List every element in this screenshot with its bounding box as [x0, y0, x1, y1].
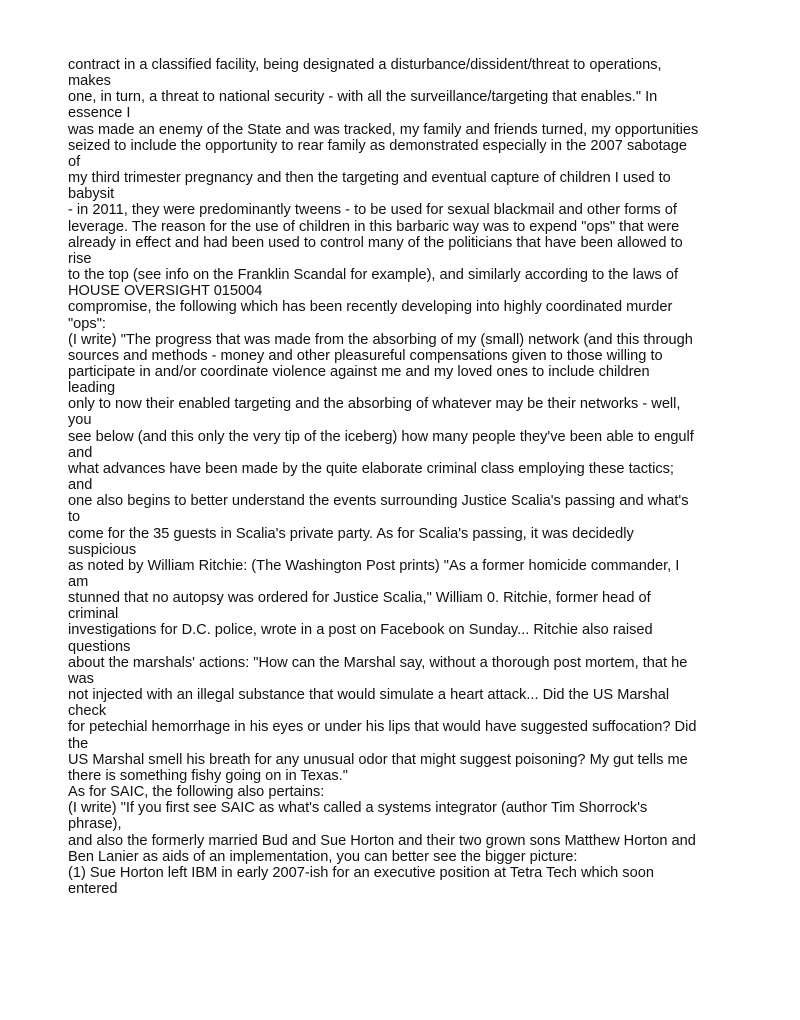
- text-line: and: [68, 477, 93, 494]
- text-line: - in 2011, they were predominantly tweens - to be used for sexual blackmail and other forms of: [68, 202, 677, 219]
- text-line: to the top (see info on the Franklin Scandal for example), and similarly according to the laws of: [68, 267, 679, 284]
- text-line: see below (and this only the very tip of the iceberg) how many people they've been able to engulf: [68, 428, 694, 445]
- text-line: criminal: [68, 606, 119, 623]
- text-line: makes: [68, 73, 111, 90]
- text-line: to: [68, 509, 81, 526]
- text-line: (1) Sue Horton left IBM in early 2007-ish for an executive position at Tetra Tech which soon: [68, 864, 654, 881]
- text-line: (I write) "The progress that was made from the absorbing of my (small) network (and this through: [68, 331, 693, 348]
- text-line: check: [68, 703, 107, 720]
- text-line: investigations for D.C. police, wrote in a post on Facebook on Sunday... Ritchie also raised: [68, 622, 653, 639]
- text-line: one also begins to better understand the events surrounding Justice Scalia's passing and what's: [68, 493, 689, 510]
- text-line: leading: [68, 380, 116, 397]
- text-line: As for SAIC, the following also pertains:: [68, 784, 325, 801]
- text-line: contract in a classified facility, being designated a disturbance/dissident/threat to operations,: [68, 57, 662, 73]
- text-line: one, in turn, a threat to national security - with all the surveillance/targeting that enables." In: [68, 89, 658, 106]
- text-line: stunned that no autopsy was ordered for Justice Scalia," William 0. Ritchie, former head of: [68, 590, 651, 607]
- page-footer-stamp: HOUSE OVERSIGHT 015004: [68, 283, 263, 300]
- text-line: there is something fishy going on in Texas.": [68, 767, 348, 784]
- text-line: babysit: [68, 186, 115, 203]
- text-line: what advances have been made by the quite elaborate criminal class employing these tactics;: [68, 460, 674, 477]
- text-line: only to now their enabled targeting and the absorbing of whatever may be their networks - well,: [68, 396, 681, 413]
- text-line: sources and methods - money and other pleasureful compensations given to those willing to: [68, 347, 663, 364]
- text-line: was: [68, 670, 94, 687]
- text-line: the: [68, 735, 89, 752]
- text-line: (I write) "If you first see SAIC as what's called a systems integrator (author Tim Shorrock's: [68, 800, 648, 817]
- text-line: suspicious: [68, 541, 137, 558]
- text-line: questions: [68, 638, 131, 655]
- text-line: am: [68, 574, 89, 590]
- text-line: come for the 35 guests in Scalia's private party. As for Scalia's passing, it was decidedly: [68, 525, 634, 542]
- text-line: phrase),: [68, 816, 122, 833]
- text-line: and also the formerly married Bud and Sue Horton and their two grown sons Matthew Horton and: [68, 832, 696, 849]
- text-line: was made an enemy of the State and was tracked, my family and friends turned, my opportunities: [68, 121, 699, 138]
- text-line: participate in and/or coordinate violence against me and my loved ones to include children: [68, 363, 650, 380]
- text-line: compromise, the following which has been recently developing into highly coordinated murder: [68, 299, 673, 316]
- text-line: you: [68, 412, 92, 429]
- text-line: already in effect and had been used to control many of the politicians that have been allowed to: [68, 234, 683, 251]
- text-line: "ops":: [68, 315, 106, 332]
- text-line: essence I: [68, 105, 131, 122]
- text-line: for petechial hemorrhage in his eyes or under his lips that would have suggested suffocation? Did: [68, 719, 697, 736]
- document-page: [68, 57, 788, 897]
- text-line: of: [68, 153, 81, 170]
- text-line: Ben Lanier as aids of an implementation, you can better see the bigger picture:: [68, 848, 578, 865]
- text-line: US Marshal smell his breath for any unusual odor that might suggest poisoning? My gut tells me: [68, 751, 688, 768]
- text-line: seized to include the opportunity to rear family as demonstrated especially in the 2007 sabotage: [68, 137, 687, 154]
- text-line: and: [68, 444, 93, 461]
- text-line: leverage. The reason for the use of children in this barbaric way was to expend "ops" that were: [68, 218, 680, 235]
- text-line: my third trimester pregnancy and then the targeting and eventual capture of children I used to: [68, 170, 671, 187]
- text-line: entered: [68, 880, 118, 897]
- text-line: about the marshals' actions: "How can the Marshal say, without a thorough post mortem, that he: [68, 654, 688, 671]
- text-line: not injected with an illegal substance that would simulate a heart attack... Did the US Marshal: [68, 687, 670, 704]
- text-line: as noted by William Ritchie: (The Washington Post prints) "As a former homicide commander, I: [68, 557, 680, 574]
- text-line: rise: [68, 250, 92, 267]
